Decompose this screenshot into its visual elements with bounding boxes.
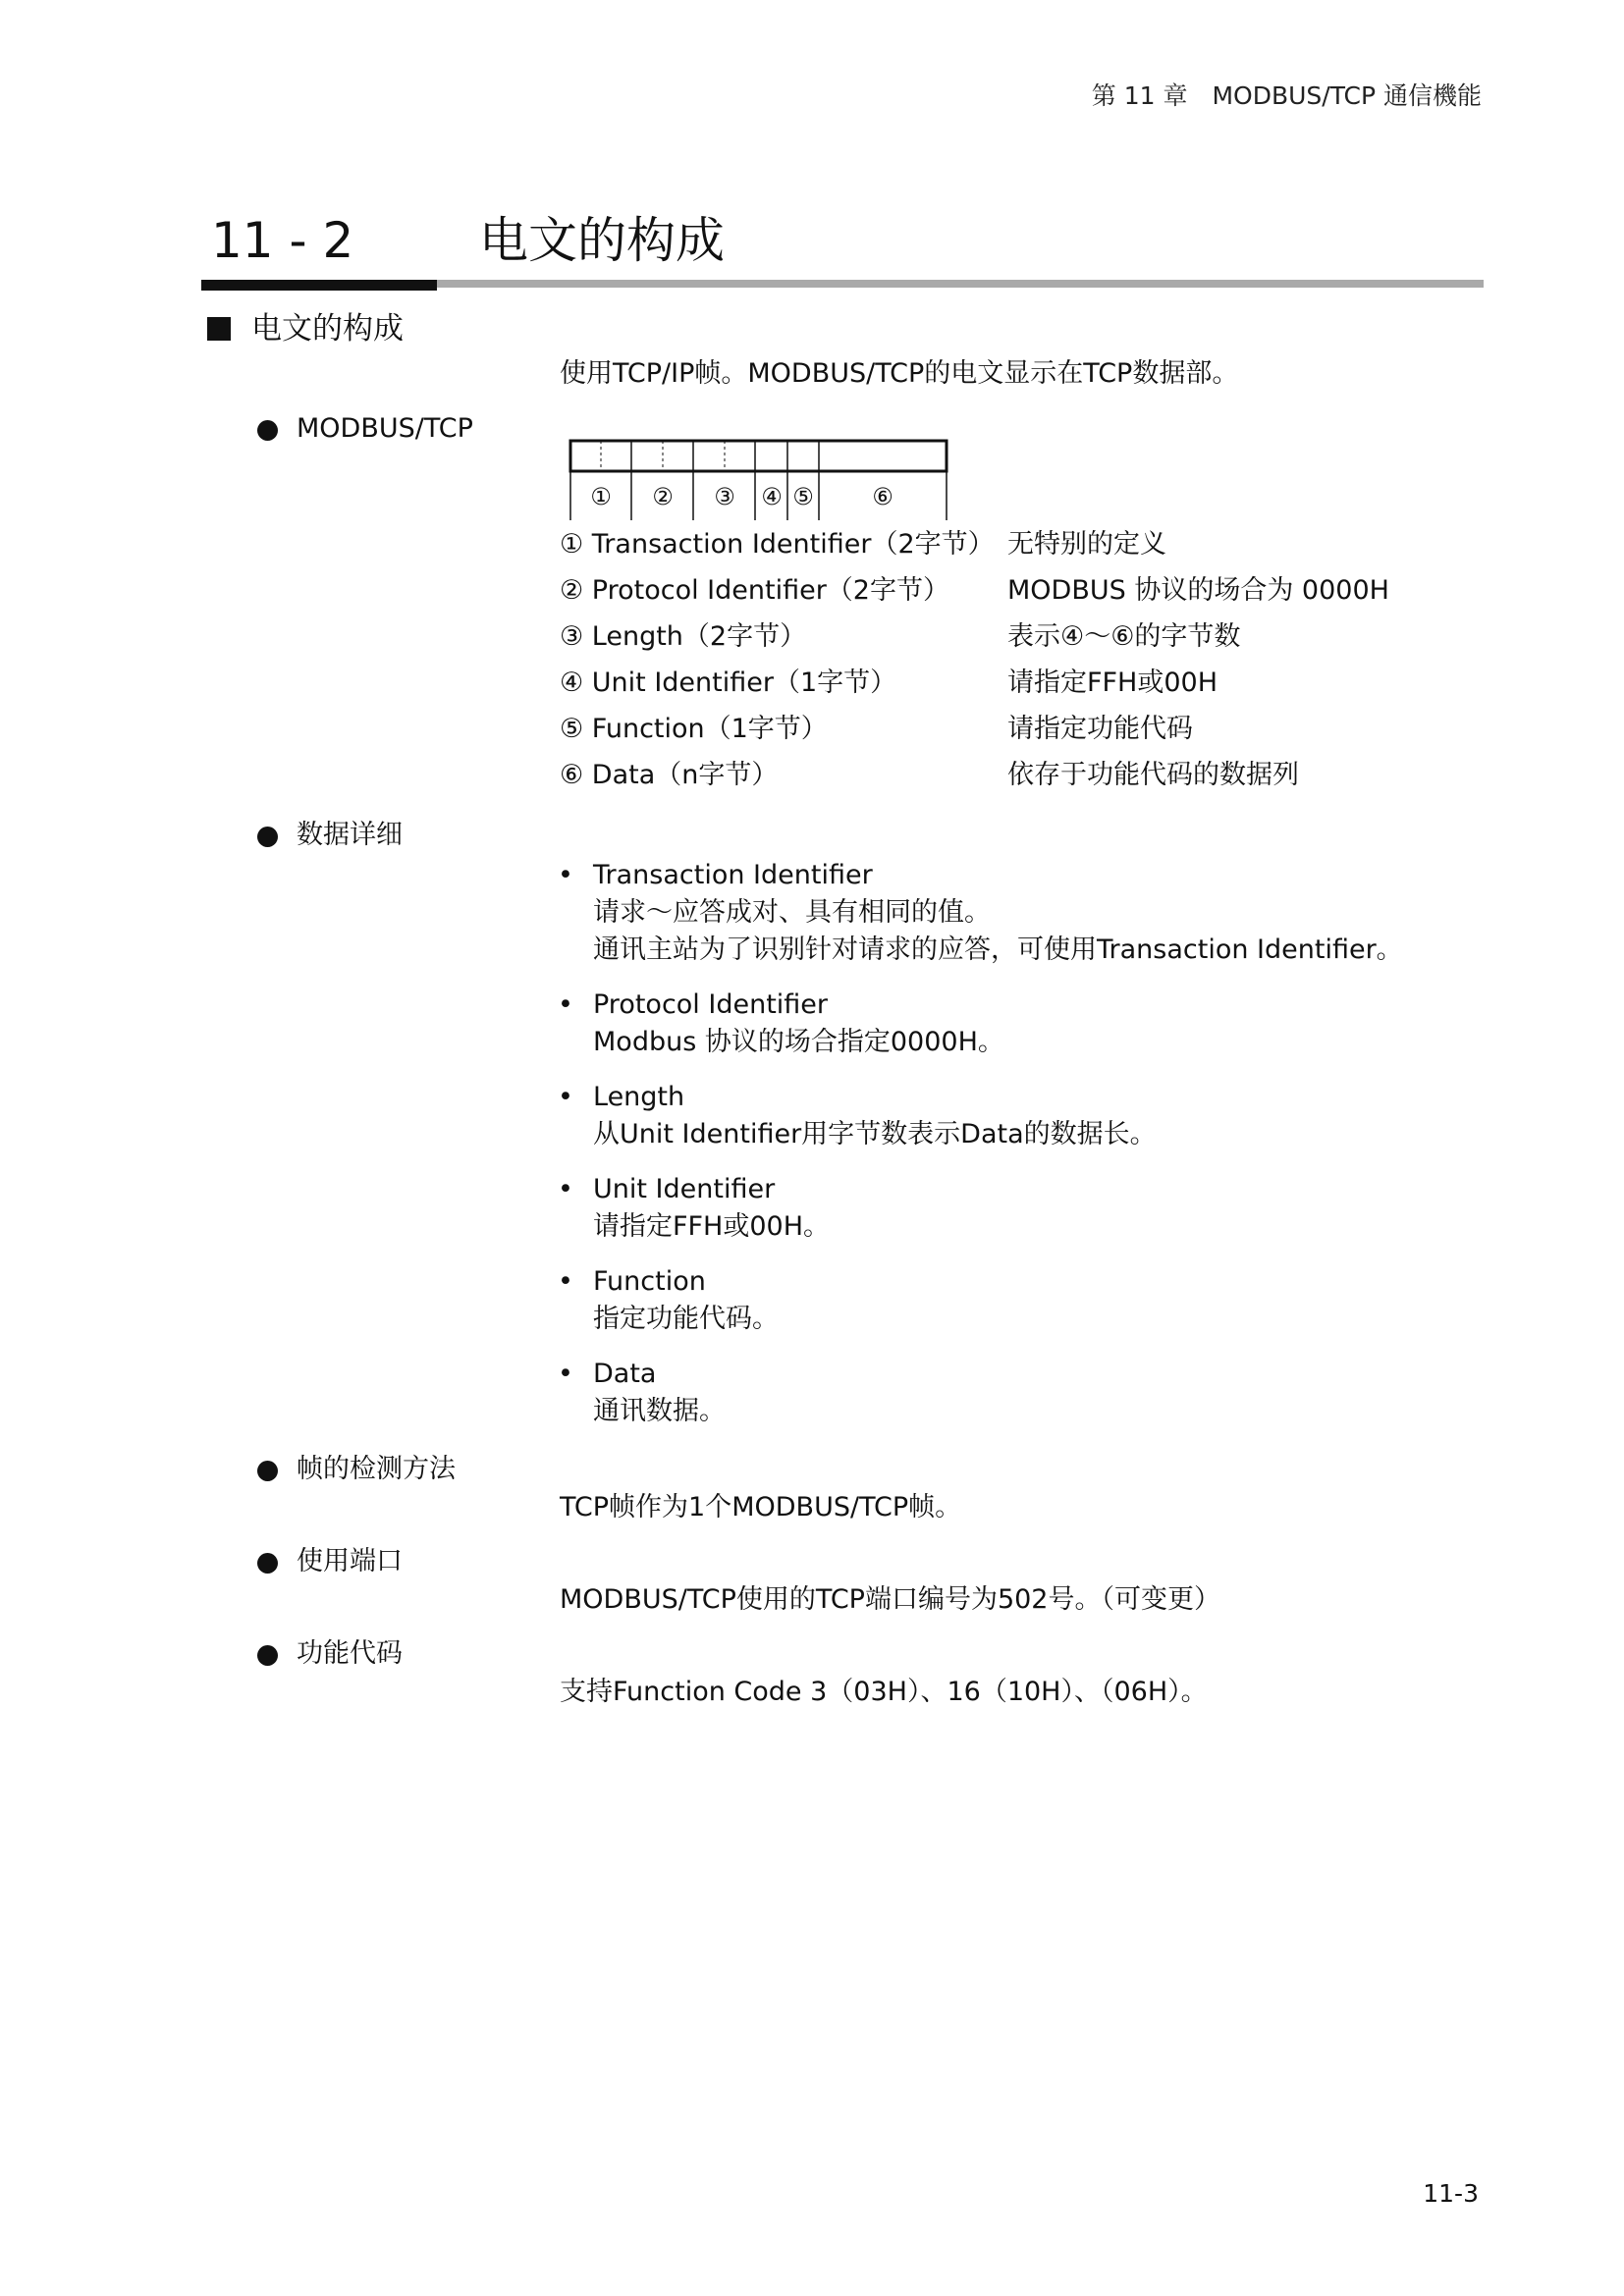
section-title: 电文的构成 [479,212,725,269]
field-name: ⑥ Data（n字节） [560,760,779,790]
field-description: 表示④～⑥的字节数 [1007,621,1241,652]
intro-text: 使用TCP/IP帧。MODBUS/TCP的电文显示在TCP数据部。 [560,358,1239,389]
page-number: 11-3 [1423,2179,1479,2208]
list-bullet: • [558,989,573,1020]
list-bullet: • [558,860,573,890]
diagram-label-3: ③ [714,483,735,510]
square-bullet-icon [207,317,231,341]
field-name: ④ Unit Identifier（1字节） [560,667,897,698]
detail-line: 从Unit Identifier用字节数表示Data的数据长。 [593,1119,1157,1149]
detail-title: Function [593,1266,706,1297]
section-rule-accent [201,280,437,291]
detail-title: Transaction Identifier [593,860,873,890]
frame-structure-diagram [565,437,957,525]
field-name: ② Protocol Identifier（2字节） [560,575,949,606]
detail-title: Length [593,1082,685,1112]
field-name: ① Transaction Identifier（2字节） [560,529,995,560]
field-description: MODBUS 协议的场合为 0000H [1007,575,1389,606]
function-code-text: 支持Function Code 3（03H）、16（10H）、（06H）。 [560,1677,1208,1707]
field-description: 依存于功能代码的数据列 [1007,760,1299,790]
detail-title: Protocol Identifier [593,989,829,1020]
field-description: 请指定FFH或00H [1007,667,1218,698]
list-bullet: • [558,1359,573,1389]
field-name: ⑤ Function（1字节） [560,714,828,744]
bullet-dot-icon [257,827,278,847]
subsection-heading: 电文的构成 [251,311,404,347]
field-description: 无特别的定义 [1007,529,1166,560]
diagram-label-5: ⑤ [792,483,814,510]
list-bullet: • [558,1174,573,1204]
detail-line: 通讯数据。 [593,1396,726,1426]
list-bullet: • [558,1266,573,1297]
diagram-label-6: ⑥ [872,483,893,510]
detail-line: 请指定FFH或00H。 [593,1211,831,1242]
section-number: 11 - 2 [211,212,354,269]
port-label: 使用端口 [297,1546,403,1576]
diagram-label-4: ④ [761,483,783,510]
frame-detection-label: 帧的检测方法 [297,1454,456,1484]
bullet-dot-icon [257,1553,278,1574]
diagram-label-1: ① [590,483,612,510]
details-label: 数据详细 [297,820,403,850]
frame-detection-text: TCP帧作为1个MODBUS/TCP帧。 [560,1492,962,1522]
bullet-dot-icon [257,1645,278,1666]
modbus-tcp-label: MODBUS/TCP [297,413,473,444]
diagram-label-2: ② [652,483,674,510]
detail-line: Modbus 协议的场合指定0000H。 [593,1027,1004,1057]
detail-title: Unit Identifier [593,1174,776,1204]
chapter-header: 第 11 章 MODBUS/TCP 通信機能 [1091,81,1482,110]
list-bullet: • [558,1082,573,1112]
detail-title: Data [593,1359,657,1389]
field-name: ③ Length（2字节） [560,621,807,652]
detail-line: 通讯主站为了识别针对请求的应答，可使用Transaction Identifier。 [593,934,1403,965]
bullet-dot-icon [257,1461,278,1481]
field-description: 请指定功能代码 [1007,714,1193,744]
function-code-label: 功能代码 [297,1638,403,1669]
bullet-dot-icon [257,420,278,441]
port-text: MODBUS/TCP使用的TCP端口编号为502号。（可变更） [560,1584,1220,1615]
detail-line: 请求～应答成对、具有相同的值。 [593,897,991,928]
detail-line: 指定功能代码。 [593,1304,779,1334]
